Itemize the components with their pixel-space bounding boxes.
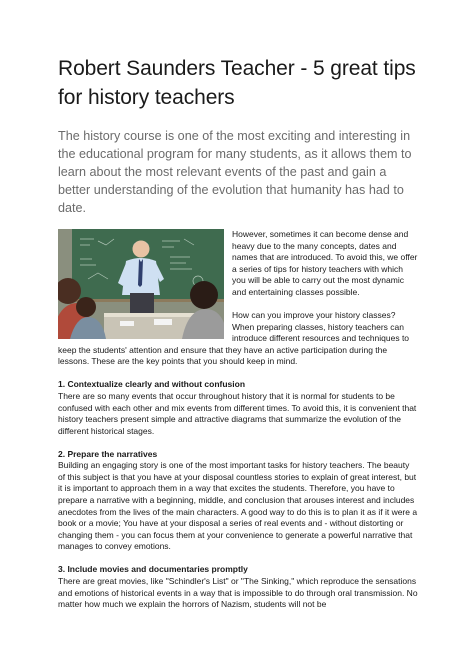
section-3 [58,564,418,610]
section-text: There are great movies, like "Schindler's List" or "The Sinking," which reproduce the sensations and emotions of historical events in a way that is impossible to do through oral transmission. No matter how much we explain the horrors of Nazism, students will not be [58,576,418,610]
intro-paragraph-1: However, sometimes it can become dense and heavy due to the many concepts, dates and names that are introduced. To avoid this, we offer a series of tips for history teachers with which you will be able to carry out the most dynamic and entertaining classes possible. [232,229,418,297]
section-2 [58,449,418,553]
page-title: Robert Saunders Teacher - 5 great tips for history teachers [58,57,416,109]
section-text: There are so many events that occur throughout history that it is normal for students to be confused with each other and mix events from different times. To avoid this, it is convenient that history teachers present simple and attractive diagrams that summarize the evolution of the different historical stages. [58,390,417,436]
classroom-photo [58,229,224,339]
section-heading: 1. Contextualize clearly and without confusion [58,379,246,390]
section-1 [58,379,418,437]
intro-paragraph-2: How can you improve your history classes? When preparing classes, history teachers can introduce different resources and techniques to keep the students' attention and ensure that they have an active participation during the lessons. These are the key points that you should keep in mind. [58,309,410,367]
intro-block [58,229,418,368]
classroom-illustration [58,229,224,339]
document-page [58,54,418,611]
lede-paragraph: The history course is one of the most exciting and interesting in the educational program for many students, as it allows them to learn about the most relevant events of the past and gain a better understanding of the evolution that humanity has had to date. [58,129,412,215]
section-text: Building an engaging story is one of the most important tasks for history teachers. The beauty of this subject is that you have at your disposal countless stories to explain of great interest, but it is important to approach them in a way that excites the students. Therefore, you have to prepare a narrative with a beginning, middle, and conclusion that arouses interest and includes anecdotes from the lives of the main characters. A good way to do this is to plan it as if it were a book or a movie; You have at your disposal a series of real events and - without distorting or changing them - you can focus them at your convenience to generate a powerful narrative that manages to convey emotions. [58,460,418,552]
section-heading: 3. Include movies and documentaries promptly [58,564,248,575]
section-heading: 2. Prepare the narratives [58,448,158,459]
